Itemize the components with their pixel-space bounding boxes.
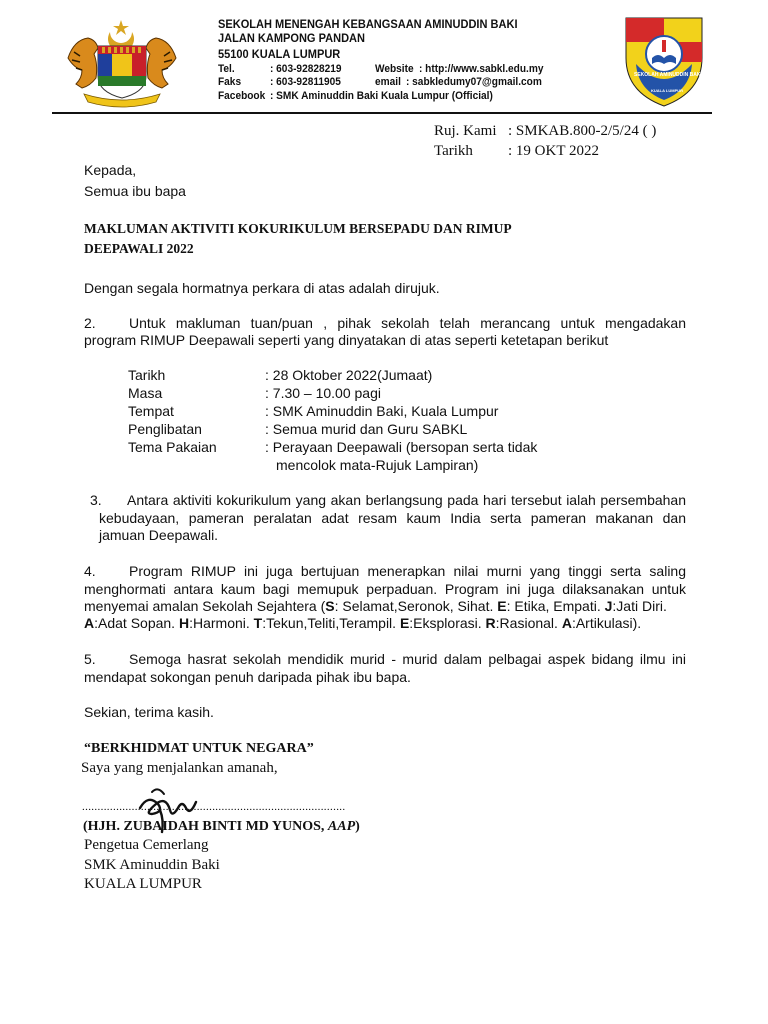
paragraph-5-line-2: mendapat sokongan penuh daripada pihak ibu bapa. (84, 669, 411, 685)
subject-line-1: MAKLUMAN AKTIVITI KOKURIKULUM BERSEPADU DAN RIMUP (84, 221, 512, 236)
paragraph-4-line-2: menghormati antara kaum bagi memupuk perpaduan. Program ini juga dilaksanakan untuk (84, 581, 686, 597)
signatory-school: SMK Aminuddin Baki (84, 857, 220, 873)
tel-value: : 603-92828219 (270, 63, 342, 75)
facebook-value: : SMK Aminuddin Baki Kuala Lumpur (Official) (270, 90, 493, 102)
trust-line: Saya yang menjalankan amanah, (81, 760, 278, 776)
paragraph-3-number: 3. (90, 492, 102, 508)
detail-row-dress-theme (128, 439, 608, 457)
school-postcode-city: 55100 KUALA LUMPUR (218, 47, 341, 61)
closing-line: Sekian, terima kasih. (84, 704, 214, 720)
paragraph-4-number: 4. (84, 563, 96, 579)
school-badge-logo (618, 14, 710, 110)
recipient: Semua ibu bapa (84, 183, 186, 199)
value-letter: E (399, 615, 410, 631)
reference-value: : SMKAB.800-2/5/24 ( ) (508, 123, 657, 139)
paragraph-2-number: 2. (84, 315, 96, 331)
detail-value: : Perayaan Deepawali (bersopan serta tidak (265, 439, 538, 455)
detail-label: Masa (128, 385, 163, 401)
paragraph-5-number: 5. (84, 651, 96, 667)
paragraph-4-line-3 (84, 598, 667, 615)
value-text: :Eksplorasi. (409, 615, 486, 631)
school-badge-location: KUALA LUMPUR (651, 88, 684, 93)
detail-row-time (128, 385, 608, 403)
detail-row-date (128, 367, 608, 385)
value-letter: H (178, 615, 190, 631)
value-text: :Artikulasi). (571, 615, 642, 631)
subject-line-2: DEEPAWALI 2022 (84, 241, 194, 256)
value-text: : Selamat,Seronok, Sihat. (334, 598, 498, 614)
email-link[interactable]: : sabkledumy07@gmail.com (406, 76, 542, 88)
signatory-city: KUALA LUMPUR (84, 876, 202, 892)
school-street: JALAN KAMPONG PANDAN (218, 31, 365, 45)
motto: “BERKHIDMAT UNTUK NEGARA” (84, 741, 314, 756)
value-letter: S (325, 598, 335, 614)
reference-label: Ruj. Kami (434, 123, 497, 139)
facebook-label: Facebook (218, 90, 266, 102)
value-text: :Jati Diri. (612, 598, 667, 614)
paragraph-3-line-3: jamuan Deepawali. (99, 527, 219, 543)
letterhead-divider (52, 112, 712, 114)
paragraph-5-line-1: Semoga hasrat sekolah mendidik murid - murid dalam pelbagai aspek bidang ilmu ini (129, 651, 686, 667)
salutation: Kepada, (84, 162, 137, 178)
signatory-title-abbr: AAP (327, 819, 356, 834)
website-label: Website (375, 63, 414, 75)
date-label: Tarikh (434, 143, 473, 159)
detail-label: Tempat (128, 403, 174, 419)
paragraph-4-line-1: Program RIMUP ini juga bertujuan menerapkan nilai murni yang tinggi serta saling (129, 563, 686, 579)
value-text: :Harmoni. (189, 615, 254, 631)
paragraph-2-line-2: program RIMUP Deepawali seperti yang dinyatakan di atas seperti ketetapan berikut (84, 332, 609, 348)
school-name: SEKOLAH MENENGAH KEBANGSAAN AMINUDDIN BAKI (218, 17, 518, 31)
detail-row-venue (128, 403, 608, 421)
fax-value: : 603-92811905 (270, 76, 341, 88)
paragraph-2-line-1: Untuk makluman tuan/puan , pihak sekolah telah merancang untuk mengadakan (129, 315, 686, 331)
detail-label: Tema Pakaian (128, 439, 217, 455)
value-letter: R (485, 615, 496, 631)
value-letter: A (84, 615, 95, 631)
value-text: :Tekun,Teliti,Terampil. (262, 615, 400, 631)
event-details (128, 367, 608, 457)
signatory-name (83, 819, 360, 835)
value-text: :Adat Sopan. (94, 615, 179, 631)
signature-line: ..................................................................................... (82, 801, 346, 813)
detail-row-participants (128, 421, 608, 439)
paragraph-4-line-3-text: menyemai amalan Sekolah Sejahtera ( (84, 598, 326, 614)
fax-label: Faks (218, 76, 242, 88)
detail-value: : 28 Oktober 2022(Jumaat) (265, 367, 433, 383)
value-letter: T (253, 615, 263, 631)
value-letter: E (497, 598, 507, 614)
value-letter: J (604, 598, 613, 614)
detail-value: : SMK Aminuddin Baki, Kuala Lumpur (265, 403, 499, 419)
detail-value: : 7.30 – 10.00 pagi (265, 385, 381, 401)
value-letter: A (561, 615, 572, 631)
paragraph-3-line-1: Antara aktiviti kokurikulum yang akan berlangsung pada hari tersebut ialah persembahan (127, 492, 686, 508)
tel-label: Tel. (218, 63, 235, 75)
detail-value: : Semua murid dan Guru SABKL (265, 421, 468, 437)
paragraph-4-line-4 (84, 615, 641, 632)
email-label: email (375, 76, 401, 88)
date-value: : 19 OKT 2022 (508, 143, 599, 159)
detail-label: Penglibatan (128, 421, 202, 437)
value-text: :Rasional. (495, 615, 562, 631)
malaysia-coat-of-arms-logo (62, 18, 182, 110)
school-badge-motto: SEKOLAH AMINUDDIN BAKI (634, 72, 702, 78)
opening-line: Dengan segala hormatnya perkara di atas adalah dirujuk. (84, 280, 440, 296)
signatory-name-close: ) (355, 819, 360, 834)
dress-theme-continuation: mencolok mata-Rujuk Lampiran) (276, 457, 479, 473)
paragraph-3-line-2: kebudayaan, pameran peralatan adat resam kaum India serta pameran makanan dan (99, 510, 686, 526)
website-link[interactable]: : http://www.sabkl.edu.my (419, 63, 544, 75)
signatory-position: Pengetua Cemerlang (84, 837, 209, 853)
signatory-name-text: (HJH. ZUBAIDAH BINTI MD YUNOS, (83, 819, 328, 834)
detail-label: Tarikh (128, 367, 166, 383)
value-text: : Etika, Empati. (506, 598, 605, 614)
